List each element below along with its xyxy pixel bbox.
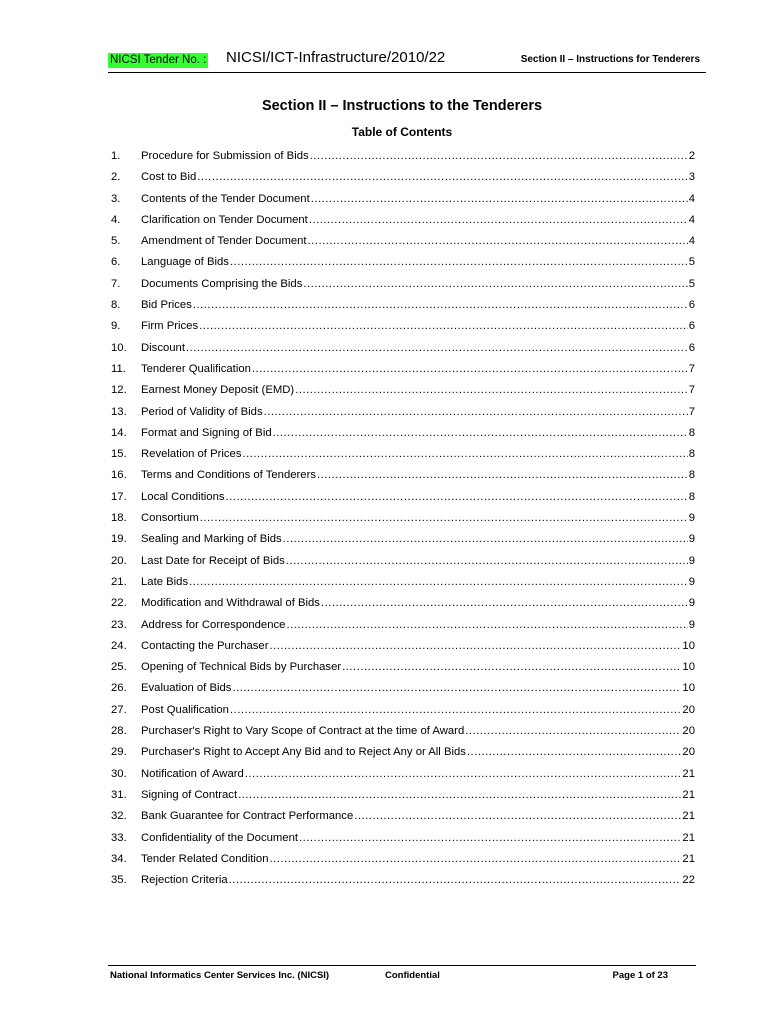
toc-entry-number: 6. xyxy=(111,256,121,269)
toc-entry-title: Last Date for Receipt of Bids xyxy=(141,554,285,567)
toc-dot-leader xyxy=(199,318,688,334)
toc-entry[interactable] xyxy=(111,659,695,680)
toc-entry-title: Sealing and Marking of Bids xyxy=(141,533,282,546)
toc-entry-page: 21 xyxy=(682,831,695,844)
toc-entry[interactable] xyxy=(111,744,695,765)
toc-entry[interactable] xyxy=(111,808,695,829)
toc-entry-number: 10. xyxy=(111,341,127,354)
toc-entry[interactable] xyxy=(111,361,695,382)
toc-entry-page: 10 xyxy=(682,639,695,652)
toc-entry-page: 8 xyxy=(688,426,695,439)
toc-entry-title: Tender Related Condition xyxy=(141,852,269,865)
toc-entry-number: 23. xyxy=(111,618,127,631)
toc-entry-number: 11. xyxy=(111,362,126,375)
toc-dot-leader xyxy=(308,233,688,249)
toc-entry-number: 17. xyxy=(111,490,127,503)
toc-entry-title: Tenderer Qualification xyxy=(141,362,251,375)
toc-entry-number: 30. xyxy=(111,767,127,780)
toc-entry[interactable] xyxy=(111,318,695,339)
page-header xyxy=(108,48,706,73)
toc-dot-leader xyxy=(342,659,681,675)
toc-entry-page: 3 xyxy=(688,171,695,184)
toc-entry-title: Signing of Contract xyxy=(141,788,238,801)
toc-entry-page: 9 xyxy=(688,575,695,588)
header-section-title: Section II – Instructions for Tenderers xyxy=(520,54,700,65)
toc-entry-page: 6 xyxy=(688,299,695,312)
footer-classification: Confidential xyxy=(385,970,440,981)
toc-entry-number: 16. xyxy=(111,469,127,482)
toc-entry[interactable] xyxy=(111,191,695,212)
toc-entry[interactable] xyxy=(111,872,695,893)
toc-entry-page: 5 xyxy=(688,256,695,269)
toc-entry-title: Terms and Conditions of Tenderers xyxy=(141,469,316,482)
toc-dot-leader xyxy=(295,382,688,398)
toc-entry-title: Post Qualification xyxy=(141,703,229,716)
toc-entry[interactable] xyxy=(111,254,695,275)
toc-entry[interactable] xyxy=(111,169,695,190)
toc-entry-number: 21. xyxy=(111,575,127,588)
toc-dot-leader xyxy=(286,617,687,633)
toc-entry[interactable] xyxy=(111,595,695,616)
toc-entry[interactable] xyxy=(111,340,695,361)
toc-entry[interactable] xyxy=(111,553,695,574)
toc-dot-leader xyxy=(273,425,688,441)
toc-entry[interactable] xyxy=(111,702,695,723)
toc-dot-leader xyxy=(264,404,688,420)
toc-entry-page: 7 xyxy=(688,405,695,418)
toc-dot-leader xyxy=(189,574,688,590)
toc-entry-number: 20. xyxy=(111,554,127,567)
toc-entry-page: 21 xyxy=(682,852,695,865)
toc-entry-page: 8 xyxy=(688,490,695,503)
toc-dot-leader xyxy=(354,808,681,824)
toc-entry-page: 9 xyxy=(688,618,695,631)
toc-entry-number: 28. xyxy=(111,725,127,738)
toc-entry[interactable] xyxy=(111,212,695,233)
toc-dot-leader xyxy=(310,148,688,164)
toc-entry-page: 21 xyxy=(682,767,695,780)
toc-heading: Table of Contents xyxy=(351,125,453,139)
toc-entry-page: 6 xyxy=(688,320,695,333)
toc-entry-title: Amendment of Tender Document xyxy=(141,235,307,248)
toc-dot-leader xyxy=(252,361,688,377)
toc-entry-page: 8 xyxy=(688,448,695,461)
table-of-contents xyxy=(111,148,695,893)
toc-entry-number: 22. xyxy=(111,597,127,610)
toc-entry-title: Discount xyxy=(141,341,185,354)
toc-entry-page: 10 xyxy=(682,682,695,695)
toc-dot-leader xyxy=(197,169,687,185)
toc-entry-number: 25. xyxy=(111,661,127,674)
toc-dot-leader xyxy=(321,595,688,611)
toc-entry[interactable] xyxy=(111,723,695,744)
toc-dot-leader xyxy=(465,723,681,739)
toc-entry-page: 5 xyxy=(688,277,695,290)
toc-dot-leader xyxy=(299,830,681,846)
toc-entry[interactable] xyxy=(111,787,695,808)
toc-dot-leader xyxy=(242,446,687,462)
toc-entry[interactable] xyxy=(111,766,695,787)
toc-dot-leader xyxy=(309,212,688,228)
toc-entry-title: Evaluation of Bids xyxy=(141,682,232,695)
toc-entry-title: Bid Prices xyxy=(141,299,192,312)
tender-number: NICSI/ICT-Infrastructure/2010/22 xyxy=(226,49,446,66)
toc-dot-leader xyxy=(269,638,681,654)
toc-entry-number: 8. xyxy=(111,299,121,312)
toc-entry-page: 10 xyxy=(682,661,695,674)
toc-dot-leader xyxy=(286,553,688,569)
footer-organization: National Informatics Center Services Inc. (NICSI) xyxy=(110,970,330,981)
toc-entry[interactable] xyxy=(111,276,695,297)
page-title: Section II – Instructions to the Tenderers xyxy=(261,98,543,114)
toc-entry-title: Rejection Criteria xyxy=(141,874,228,887)
toc-dot-leader xyxy=(230,702,682,718)
toc-entry-number: 29. xyxy=(111,746,127,759)
toc-entry[interactable] xyxy=(111,297,695,318)
toc-dot-leader xyxy=(229,872,682,888)
toc-entry-title: Firm Prices xyxy=(141,320,199,333)
toc-entry-title: Clarification on Tender Document xyxy=(141,213,308,226)
toc-entry-title: Notification of Award xyxy=(141,767,244,780)
toc-entry-title: Format and Signing of Bid xyxy=(141,426,272,439)
toc-dot-leader xyxy=(283,531,688,547)
toc-entry-title: Documents Comprising the Bids xyxy=(141,277,303,290)
toc-entry[interactable] xyxy=(111,233,695,254)
toc-entry-page: 9 xyxy=(688,512,695,525)
toc-entry-title: Contents of the Tender Document xyxy=(141,192,310,205)
toc-entry[interactable] xyxy=(111,489,695,510)
toc-entry-title: Address for Correspondence xyxy=(141,618,286,631)
toc-entry-title: Local Conditions xyxy=(141,490,225,503)
toc-dot-leader xyxy=(232,680,681,696)
toc-entry[interactable] xyxy=(111,574,695,595)
toc-entry-title: Period of Validity of Bids xyxy=(141,405,263,418)
toc-dot-leader xyxy=(200,510,688,526)
toc-entry-number: 32. xyxy=(111,810,127,823)
toc-entry[interactable] xyxy=(111,680,695,701)
toc-dot-leader xyxy=(226,489,688,505)
tender-number-label: NICSI Tender No. : xyxy=(110,54,207,66)
toc-entry-page: 7 xyxy=(688,384,695,397)
toc-entry-number: 13. xyxy=(111,405,127,418)
toc-dot-leader xyxy=(186,340,688,356)
toc-entry-page: 9 xyxy=(688,597,695,610)
toc-entry-number: 26. xyxy=(111,682,127,695)
toc-entry-number: 35. xyxy=(111,874,127,887)
toc-entry-number: 14. xyxy=(111,426,127,439)
toc-dot-leader xyxy=(467,744,682,760)
toc-entry-page: 21 xyxy=(682,788,695,801)
toc-entry-title: Language of Bids xyxy=(141,256,229,269)
toc-entry-page: 21 xyxy=(682,810,695,823)
toc-entry-number: 9. xyxy=(111,320,121,333)
toc-entry-title: Consortium xyxy=(141,512,199,525)
toc-dot-leader xyxy=(303,276,687,292)
footer-page-number: Page 1 of 23 xyxy=(612,970,668,981)
toc-entry[interactable] xyxy=(111,830,695,851)
toc-entry[interactable] xyxy=(111,404,695,425)
toc-entry-page: 9 xyxy=(688,554,695,567)
toc-entry-title: Late Bids xyxy=(141,575,189,588)
toc-entry[interactable] xyxy=(111,531,695,552)
toc-entry-number: 15. xyxy=(111,448,127,461)
toc-entry[interactable] xyxy=(111,425,695,446)
toc-dot-leader xyxy=(270,851,682,867)
toc-entry-title: Confidentiality of the Document xyxy=(141,831,298,844)
toc-entry-title: Procedure for Submission of Bids xyxy=(141,150,309,162)
toc-entry-number: 33. xyxy=(111,831,127,844)
toc-entry-page: 6 xyxy=(688,341,695,354)
toc-entry-page: 9 xyxy=(688,533,695,546)
toc-entry-title: Purchaser's Right to Vary Scope of Contract at the time of Award xyxy=(141,725,465,738)
toc-dot-leader xyxy=(230,254,688,270)
toc-entry-number: 27. xyxy=(111,703,127,716)
toc-entry-title: Opening of Technical Bids by Purchaser xyxy=(141,661,342,674)
toc-entry-number: 19. xyxy=(111,533,127,546)
toc-entry-title: Contacting the Purchaser xyxy=(141,639,269,652)
toc-entry-number: 5. xyxy=(111,235,121,248)
toc-entry-number: 18. xyxy=(111,512,127,525)
page-footer xyxy=(108,965,696,986)
toc-dot-leader xyxy=(245,766,682,782)
toc-entry-number: 24. xyxy=(111,639,127,652)
toc-entry-title: Bank Guarantee for Contract Performance xyxy=(141,810,354,823)
toc-entry-page: 4 xyxy=(688,235,695,248)
toc-entry-page: 20 xyxy=(682,746,695,759)
toc-entry-page: 20 xyxy=(682,725,695,738)
toc-entry-number: 1. xyxy=(111,150,121,162)
toc-dot-leader xyxy=(311,191,688,207)
toc-entry-page: 20 xyxy=(682,703,695,716)
toc-entry-number: 31. xyxy=(111,788,127,801)
toc-entry[interactable] xyxy=(111,638,695,659)
toc-entry-page: 4 xyxy=(688,192,695,205)
toc-entry-page: 2 xyxy=(688,150,695,162)
toc-entry[interactable] xyxy=(111,446,695,467)
toc-entry-title: Purchaser's Right to Accept Any Bid and to Reject Any or All Bids xyxy=(141,746,466,759)
toc-entry-number: 2. xyxy=(111,171,121,184)
toc-entry-title: Modification and Withdrawal of Bids xyxy=(141,597,320,610)
toc-entry[interactable] xyxy=(111,851,695,872)
toc-entry-page: 7 xyxy=(688,362,695,375)
toc-entry[interactable] xyxy=(111,467,695,488)
toc-entry-page: 8 xyxy=(688,469,695,482)
toc-entry[interactable] xyxy=(111,510,695,531)
toc-entry-number: 7. xyxy=(111,277,121,290)
toc-entry-number: 12. xyxy=(111,384,127,397)
toc-entry-page: 22 xyxy=(682,874,695,887)
toc-entry-title: Cost to Bid xyxy=(141,171,197,184)
toc-entry-page: 4 xyxy=(688,213,695,226)
toc-entry-title: Revelation of Prices xyxy=(141,448,242,461)
toc-entry-title: Earnest Money Deposit (EMD) xyxy=(141,384,295,397)
toc-dot-leader xyxy=(238,787,681,803)
toc-entry[interactable] xyxy=(111,148,695,169)
toc-entry[interactable] xyxy=(111,382,695,403)
toc-dot-leader xyxy=(317,467,688,483)
toc-entry-number: 4. xyxy=(111,213,121,226)
toc-entry[interactable] xyxy=(111,617,695,638)
toc-entry-number: 34. xyxy=(111,852,127,865)
toc-entry-number: 3. xyxy=(111,192,121,205)
toc-dot-leader xyxy=(193,297,688,313)
